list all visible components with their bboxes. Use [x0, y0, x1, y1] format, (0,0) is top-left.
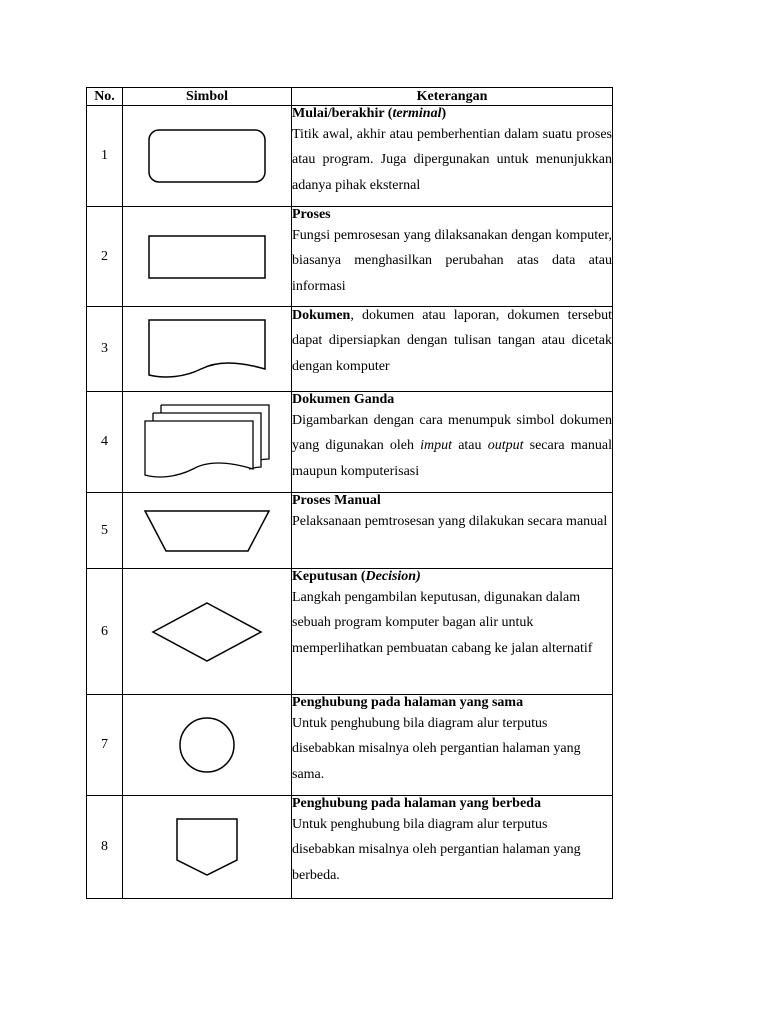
table-row [87, 106, 613, 207]
description-title: Dokumen [292, 308, 351, 323]
description-cell [292, 695, 613, 796]
row-number: 5 [87, 493, 123, 569]
process-rect-icon [147, 234, 267, 280]
flowchart-symbols-table [86, 87, 613, 899]
description-body: Untuk penghubung bila diagram alur terputus disebabkan misalnya oleh pergantian halaman yang sama. [292, 716, 581, 782]
row-number: 3 [87, 307, 123, 392]
symbol-cell [123, 307, 292, 392]
description-title: Mulai/berakhir (terminal) [292, 106, 447, 121]
description-title: Keputusan (Decision) [292, 569, 421, 584]
terminal-rounded-rect-icon [147, 128, 267, 184]
description-title: Proses [292, 207, 331, 222]
table-row [87, 796, 613, 899]
table-row [87, 392, 613, 493]
description-cell [292, 307, 613, 392]
symbol-cell [123, 796, 292, 899]
multi-document-icon [141, 401, 273, 483]
description-cell [292, 392, 613, 493]
symbol-cell [123, 569, 292, 695]
row-number: 8 [87, 796, 123, 899]
on-page-connector-circle-icon [177, 715, 237, 775]
header-simbol: Simbol [123, 88, 292, 106]
table-row [87, 307, 613, 392]
row-number: 4 [87, 392, 123, 493]
description-cell [292, 106, 613, 207]
description-body: Dokumen, dokumen atau laporan, dokumen tersebut dapat dipersiapkan dengan tulisan tangan atau dicetak dengan komputer [292, 308, 612, 374]
manual-operation-trapezoid-icon [142, 508, 272, 554]
description-cell [292, 796, 613, 899]
description-title: Penghubung pada halaman yang berbeda [292, 796, 541, 811]
header-keterangan: Keterangan [292, 88, 613, 106]
table-row [87, 493, 613, 569]
symbol-cell [123, 695, 292, 796]
table-row [87, 207, 613, 307]
table-row [87, 569, 613, 695]
description-cell [292, 569, 613, 695]
description-body: Titik awal, akhir atau pemberhentian dalam suatu proses atau program. Juga dipergunakan untuk menunjukkan adanya pihak eksternal [292, 127, 612, 193]
table-row [87, 695, 613, 796]
description-body: Digambarkan dengan cara menumpuk simbol dokumen yang digunakan oleh imput atau output secara manual maupun komputerisasi [292, 413, 612, 479]
description-title: Penghubung pada halaman yang sama [292, 695, 524, 710]
row-number: 2 [87, 207, 123, 307]
row-number: 1 [87, 106, 123, 207]
symbol-cell [123, 207, 292, 307]
symbol-cell [123, 493, 292, 569]
description-cell [292, 493, 613, 569]
symbol-cell [123, 106, 292, 207]
header-no: No. [87, 88, 123, 106]
description-body: Untuk penghubung bila diagram alur terputus disebabkan misalnya oleh pergantian halaman yang berbeda. [292, 817, 581, 883]
document-icon [145, 317, 269, 381]
description-body: Pelaksanaan pemtrosesan yang dilakukan secara manual [292, 514, 608, 529]
off-page-connector-icon [174, 816, 240, 878]
description-title: Dokumen Ganda [292, 392, 395, 407]
row-number: 6 [87, 569, 123, 695]
description-body: Langkah pengambilan keputusan, digunakan dalam sebuah program komputer bagan alir untuk memperlihatkan pembuatan cabang ke jalan alternatif [292, 590, 593, 656]
description-cell [292, 207, 613, 307]
decision-diamond-icon [151, 601, 263, 663]
table-header-row [87, 88, 613, 106]
symbol-cell [123, 392, 292, 493]
description-body: Fungsi pemrosesan yang dilaksanakan dengan komputer, biasanya menghasilkan perubahan atas data atau informasi [292, 228, 612, 294]
description-title: Proses Manual [292, 493, 381, 508]
row-number: 7 [87, 695, 123, 796]
